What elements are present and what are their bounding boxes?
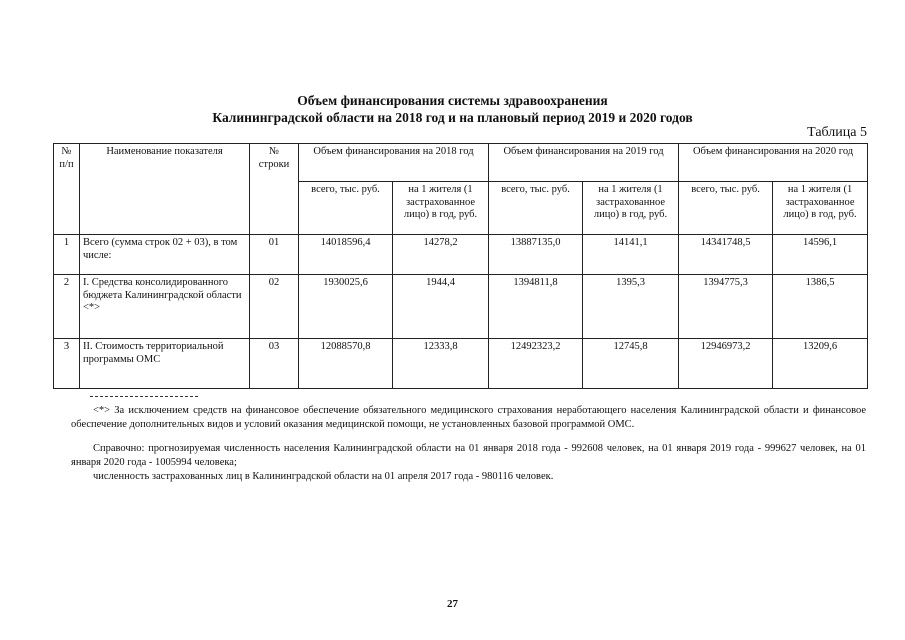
table-label: Таблица 5 [807,125,867,140]
insured-note: численность застрахованных лиц в Калининградской области на 01 апреля 2017 года - 980116 человек. [93,471,554,482]
table-row [54,235,868,275]
row-code: 02 [250,275,299,339]
header-per-capita-2019: на 1 жителя (1 застрахованное лицо) в год, руб. [583,182,679,235]
total-2019: 12492323,2 [489,339,583,389]
per-capita-2019: 1395,3 [583,275,679,339]
row-code: 01 [250,235,299,275]
per-capita-2019: 12745,8 [583,339,679,389]
total-2020: 12946973,2 [679,339,773,389]
per-capita-2018: 14278,2 [393,235,489,275]
header-total-2020: всего, тыс. руб. [679,182,773,235]
per-capita-2020: 14596,1 [773,235,868,275]
row-name: I. Средства консолидированного бюджета Калининградской области <*> [80,275,250,339]
footnote-divider [90,396,198,397]
total-2018: 14018596,4 [299,235,393,275]
header-per-capita-2020: на 1 жителя (1 застрахованное лицо) в год, руб. [773,182,868,235]
header-num: № п/п [54,144,80,235]
financing-table [53,143,868,389]
header-2019: Объем финансирования на 2019 год [489,144,679,182]
row-name: II. Стоимость территориальной программы ОМС [80,339,250,389]
per-capita-2019: 14141,1 [583,235,679,275]
row-num: 1 [54,235,80,275]
document-title-line-2: Калининградской области на 2018 год и на плановый период 2019 и 2020 годов [212,110,693,125]
total-2018: 1930025,6 [299,275,393,339]
row-num: 2 [54,275,80,339]
total-2018: 12088570,8 [299,339,393,389]
row-num: 3 [54,339,80,389]
header-total-2018: всего, тыс. руб. [299,182,393,235]
header-row-num: № строки [250,144,299,235]
header-per-capita-2018: на 1 жителя (1 застрахованное лицо) в год, руб. [393,182,489,235]
table-row [54,339,868,389]
per-capita-2020: 1386,5 [773,275,868,339]
per-capita-2018: 1944,4 [393,275,489,339]
header-total-2019: всего, тыс. руб. [489,182,583,235]
page-number: 27 [447,598,458,610]
table-row [54,275,868,339]
header-2020: Объем финансирования на 2020 год [679,144,868,182]
total-2019: 1394811,8 [489,275,583,339]
per-capita-2018: 12333,8 [393,339,489,389]
document-title-line-1: Объем финансирования системы здравоохранения [297,93,608,108]
row-name: Всего (сумма строк 02 + 03), в том числе: [80,235,250,275]
header-2018: Объем финансирования на 2018 год [299,144,489,182]
total-2020: 1394775,3 [679,275,773,339]
total-2020: 14341748,5 [679,235,773,275]
header-name: Наименование показателя [80,144,250,235]
reference-note: Справочно: прогнозируемая численность населения Калининградской области на 01 января 2018 года - 992608 человек, на 01 января 2019 года - 999627 человек, на 01 января 2020 года - 1005994 человека; [71,443,866,468]
total-2019: 13887135,0 [489,235,583,275]
row-code: 03 [250,339,299,389]
per-capita-2020: 13209,6 [773,339,868,389]
footnote-text: <*> За исключением средств на финансовое обеспечение обязательного медицинского страхования неработающего населения Калининградской области и финансовое обеспечение дополнительных видов и условий оказания медицинской помощи, не установленных базовой программой ОМС. [71,405,866,430]
